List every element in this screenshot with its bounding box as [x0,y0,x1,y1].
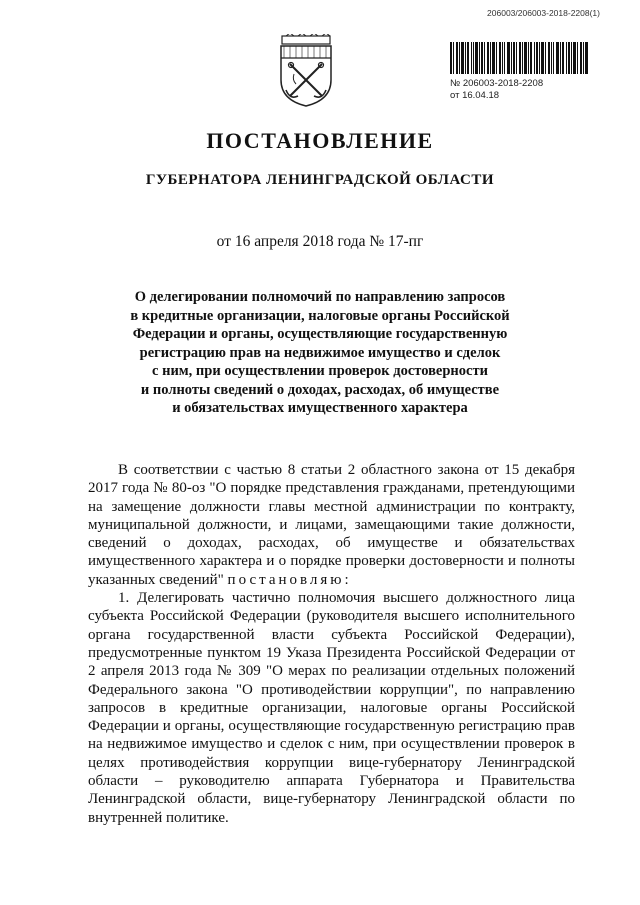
document-date-number: от 16 апреля 2018 года № 17-пг [216,233,424,250]
document-title: ПОСТАНОВЛЕНИЕ [206,128,434,153]
registration-date: от 16.04.18 [450,90,500,101]
document-subject-heading [100,288,540,418]
document-body [88,461,575,827]
subject-line: в кредитные организации, налоговые органы Российской [130,307,510,324]
registration-number: № 206003-2018-2208 [450,78,544,89]
subject-line: регистрацию прав на недвижимое имущество и сделок [139,344,501,361]
subject-line: и полноты сведений о доходах, расходах, об имуществе [140,381,500,398]
clause-paragraph: 1. Делегировать частично полномочия высшего должностного лица субъекта Российской Федерации (руководителя высшего исполнительного органа государственной власти субъекта Российской Федерации), предусмотренные пунктом 19 Указа Президента Российской Федерации от 2 апреля 2013 года № 309 "О мерах по реализации отдельных положений Федерального закона "О противодействии коррупции", по направлению запросов в кредитные организации, налоговые органы Российской Федерации и органы, осуществляющие государственную регистрацию прав на недвижимое имущество и сделок с ним, при осуществлении проверок в целях противодействия коррупции вице-губернатору Ленинградской области – руководителю аппарата Губернатора и Правительства Ленинградской области, вице-губернатору Ленинградской области по внутренней политике. [88,590,575,826]
subject-line: с ним, при осуществлении проверок достоверности [152,363,488,379]
coat-of-arms-icon [276,34,336,108]
barcode-icon [450,42,588,74]
document-reference-code: 206003/206003-2018-2208(1) [487,8,600,18]
registration-block [450,42,590,102]
document-issuer: ГУБЕРНАТОРА ЛЕНИНГРАДСКОЙ ОБЛАСТИ [145,172,495,188]
decree-word: постановляю: [227,571,352,588]
preamble-paragraph [88,461,575,589]
subject-line: и обязательствах имущественного характера [172,400,468,416]
subject-line: О делегировании полномочий по направлению запросов [134,289,506,305]
subject-line: Федерации и органы, осуществляющие государственную [132,326,508,342]
preamble-text: В соответствии с частью 8 статьи 2 областного закона от 15 декабря 2017 года № 80-оз "О порядке представления гражданами, претендующими на замещение должности главы местной администрации по контракту, муниципальной должности, и лицами, замещающими такие должности, сведений о доходах, расходах, об имуществе и обязательствах имущественного характера и о порядке проверки достоверности и полноты указанных сведений" [88,462,575,588]
